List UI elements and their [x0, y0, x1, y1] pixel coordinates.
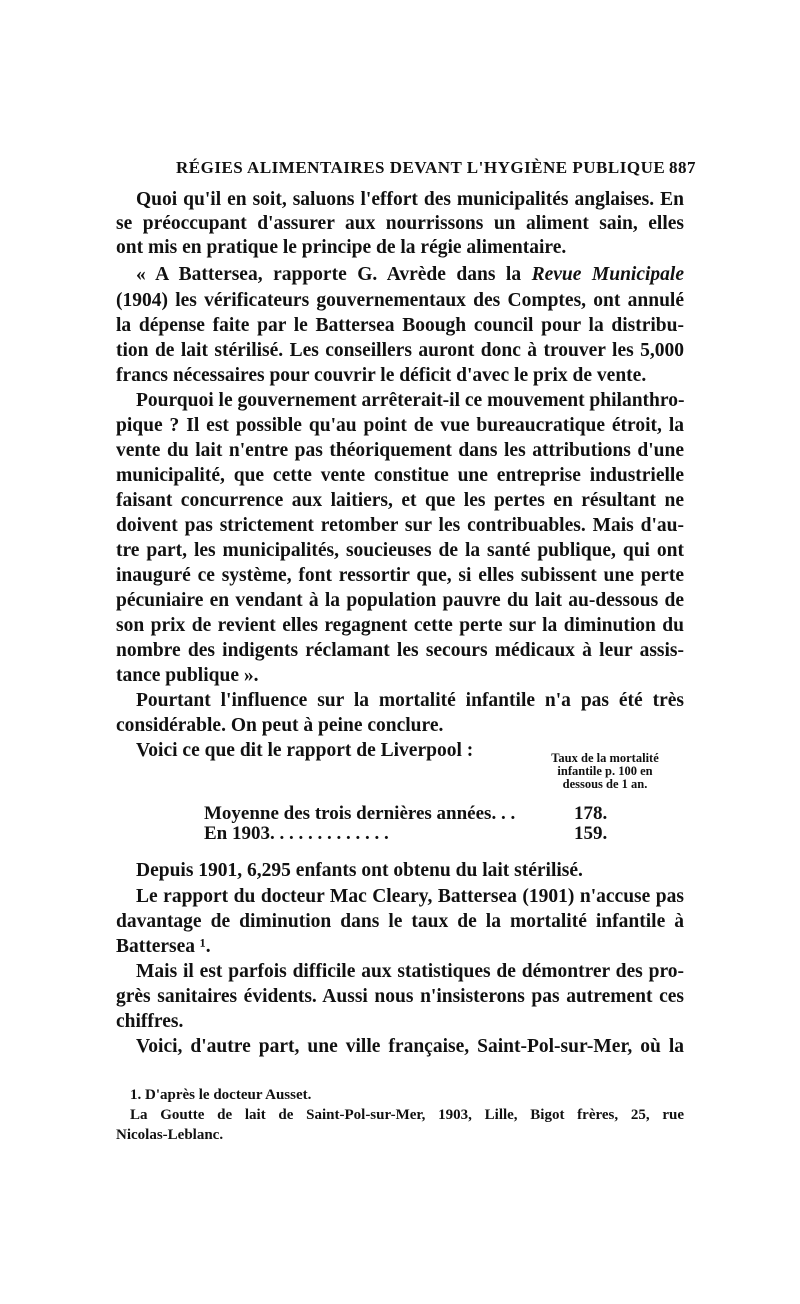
body-line: Pourquoi le gouvernement arrêterait-il ce mouvement philanthro- — [136, 390, 685, 411]
header-title: RÉGIES ALIMENTAIRES DEVANT L'HYGIÈNE PUBLIQUE — [176, 158, 666, 177]
body-line: tion de lait stérilisé. Les conseillers auront donc à trouver les 5,000 — [116, 340, 684, 361]
body-line: Le rapport du docteur Mac Cleary, Battersea (1901) n'accuse pas — [136, 886, 684, 907]
body-line: chiffres. — [116, 1011, 184, 1032]
body-line: vente du lait n'entre pas théoriquement dans les attributions d'une — [116, 440, 684, 461]
body-line: tance publique ». — [116, 665, 259, 686]
table-header-line: infantile p. 100 en — [557, 764, 653, 778]
table-row-label: En 1903. . . . . . . . . . . . . — [204, 823, 389, 844]
body-line: se préoccupant d'assurer aux nourrissons un aliment sain, elles — [116, 213, 684, 234]
body-line: pécuniaire en vendant à la population pauvre du lait au-dessous de — [116, 590, 684, 611]
body-line: pique ? Il est possible qu'au point de vue bureaucratique étroit, la — [116, 415, 684, 436]
body-line: Depuis 1901, 6,295 enfants ont obtenu du lait stérilisé. — [136, 860, 583, 881]
body-line: Voici, d'autre part, une ville française, Saint-Pol-sur-Mer, où la — [136, 1036, 684, 1057]
body-line: faisant concurrence aux laitiers, et que les pertes en résultant ne — [116, 490, 684, 511]
body-line: son prix de revient elles regagnent cette perte sur la diminution du — [116, 615, 684, 636]
body-line-text: « A Battersea, rapporte G. Avrède dans la — [136, 264, 522, 285]
running-header — [176, 158, 696, 184]
body-line: davantage de diminution dans le taux de la mortalité infantile à — [116, 911, 684, 932]
body-line: Quoi qu'il en soit, saluons l'effort des municipalités anglaises. En — [136, 189, 684, 210]
body-line: francs nécessaires pour couvrir le déficit d'avec le prix de vente. — [116, 365, 647, 386]
body-line: doivent pas strictement retomber sur les contribuables. Mais d'au- — [116, 515, 684, 536]
table-row-label: Moyenne des trois dernières années. . . — [204, 803, 516, 824]
body-line: tre part, les municipalités, soucieuses de la santé publique, qui ont — [116, 540, 684, 561]
body-line-with-title — [136, 263, 684, 287]
footnote: La Goutte de lait de Saint-Pol-sur-Mer, 1903, Lille, Bigot frères, 25, rue — [130, 1107, 684, 1123]
body-line: Pourtant l'influence sur la mortalité infantile n'a pas été très — [136, 690, 684, 711]
journal-title: Revue Municipale — [531, 264, 684, 285]
body-line: Voici ce que dit le rapport de Liverpool : — [136, 740, 474, 761]
body-line: nombre des indigents réclamant les secours médicaux à leur assis- — [116, 640, 684, 661]
table-header-line: dessous de 1 an. — [562, 777, 648, 791]
body-line: inauguré ce système, font ressortir que, si elles subissent une perte — [116, 565, 684, 586]
page-number: 887 — [669, 158, 696, 177]
body-line: (1904) les vérificateurs gouvernementaux des Comptes, ont annulé — [116, 290, 684, 311]
body-line: ont mis en pratique le principe de la régie alimentaire. — [116, 237, 567, 258]
table-row-value: 159. — [574, 823, 608, 844]
footnote: 1. D'après le docteur Ausset. — [130, 1087, 312, 1103]
table-column-header — [510, 752, 700, 791]
body-line: grès sanitaires évidents. Aussi nous n'insisterons pas autrement ces — [116, 986, 684, 1007]
body-line: Mais il est parfois difficile aux statistiques de démontrer des pro- — [136, 961, 684, 982]
table-row-value: 178. — [574, 803, 608, 824]
footnote: Nicolas-Leblanc. — [116, 1127, 224, 1143]
table-header-line: Taux de la mortalité — [551, 751, 659, 765]
table-row — [204, 822, 634, 846]
body-line: la dépense faite par le Battersea Boough council pour la distribu- — [116, 315, 684, 336]
body-line: considérable. On peut à peine conclure. — [116, 715, 444, 736]
body-line: municipalité, que cette vente constitue une entreprise industrielle — [116, 465, 684, 486]
body-line: Battersea ¹. — [116, 936, 211, 957]
